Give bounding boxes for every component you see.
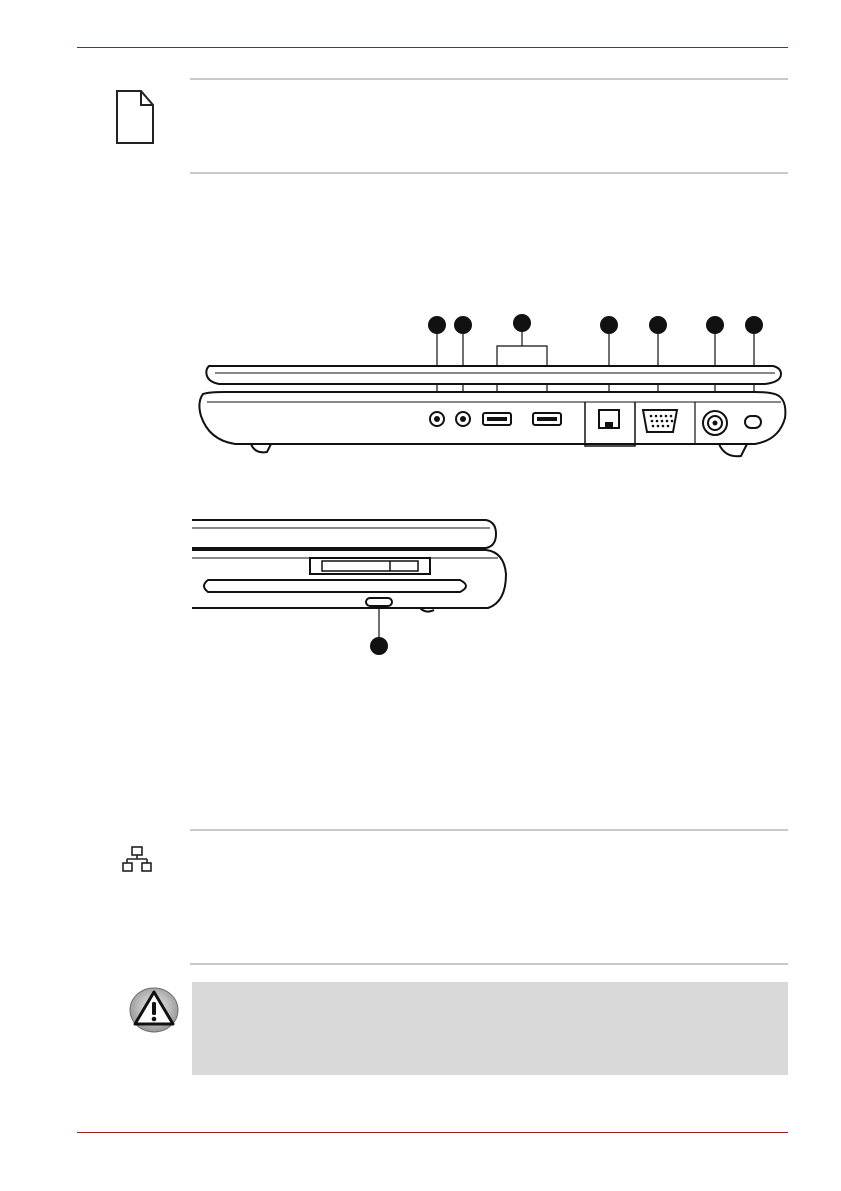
callout-marker: [428, 316, 446, 334]
caution-top-rule: [190, 963, 788, 965]
right-side-figure: [195, 312, 795, 467]
callout-marker: [649, 316, 667, 334]
caution-box: [192, 982, 788, 1075]
callout-marker: [513, 314, 531, 332]
callout-marker: [745, 316, 763, 334]
note-top-rule: [190, 78, 788, 80]
footer-rule: [77, 1132, 788, 1133]
caution-triangle-icon: [129, 986, 179, 1034]
callout-marker: [706, 316, 724, 334]
note-bottom-rule: [190, 172, 788, 174]
front-figure: [190, 516, 520, 658]
callout-marker: [600, 316, 618, 334]
callout-marker: [454, 316, 472, 334]
lan-network-icon: [122, 846, 152, 872]
header-rule: [77, 47, 788, 48]
network-note-top-rule: [190, 829, 788, 831]
callout-marker: [370, 637, 388, 655]
document-page-icon: [115, 89, 155, 145]
